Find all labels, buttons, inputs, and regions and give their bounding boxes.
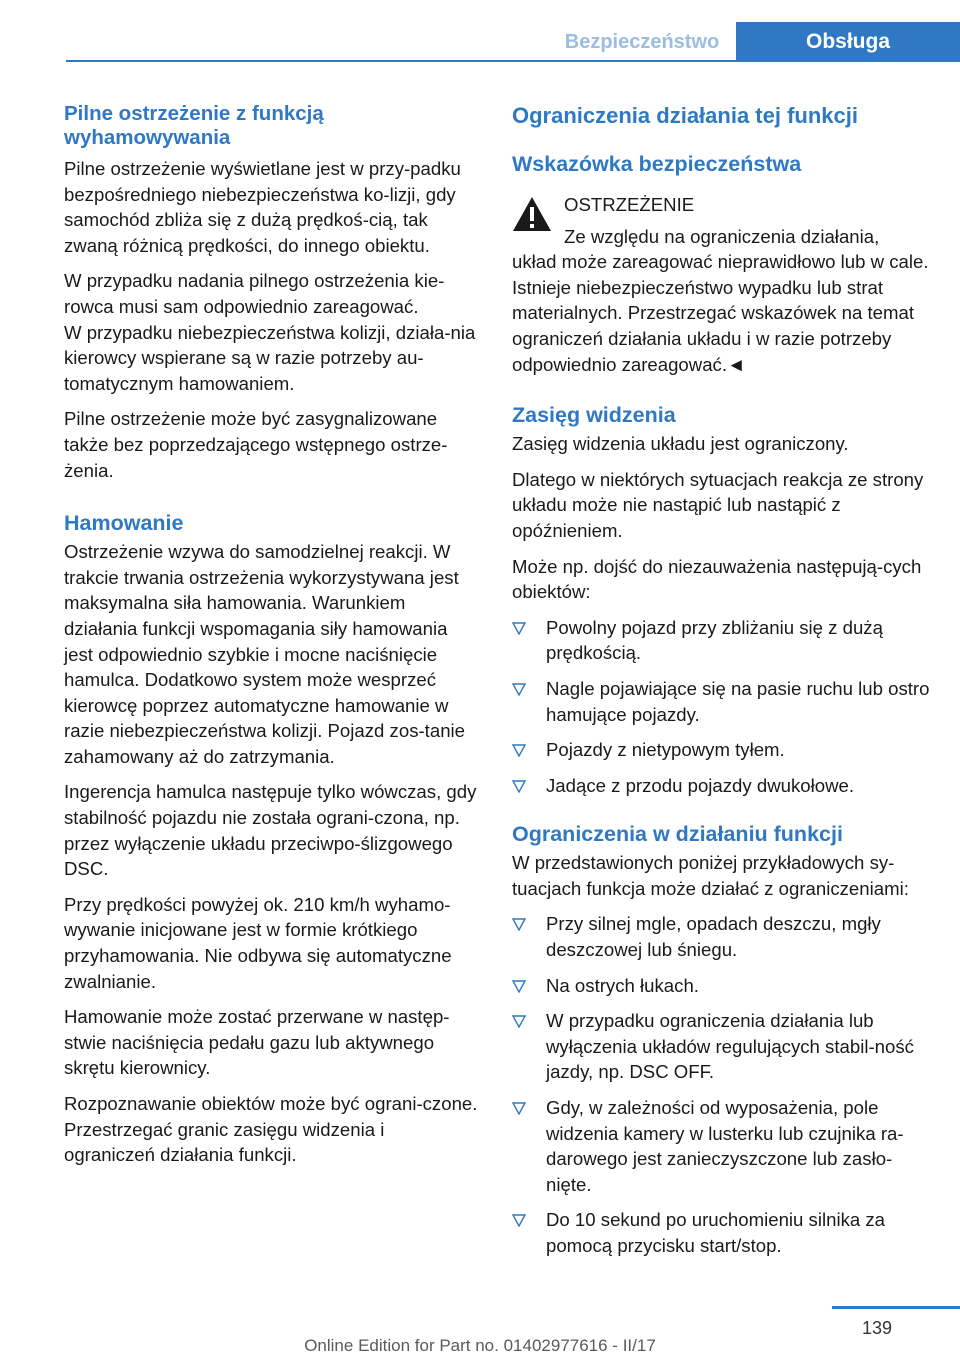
bullet-triangle-icon — [512, 683, 526, 696]
list-item: Gdy, w zależności od wyposażenia, pole widzenia kamery w lusterku lub czujnika ra-darowego jest zanieczyszczone lub zasło-nięte. — [512, 1095, 932, 1197]
bullet-triangle-icon — [512, 980, 526, 993]
bullet-triangle-icon — [512, 622, 526, 635]
left-column — [64, 100, 480, 1168]
paragraph: Hamowanie może zostać przerwane w następ-stwie naciśnięcia pedału gazu lub aktywnego skrętu kierownicy. — [64, 1006, 450, 1079]
paragraph: W przedstawionych poniżej przykładowych sy-tuacjach funkcja może działać z ograniczeniami: — [512, 852, 909, 899]
section-heading-pilne: Pilne ostrzeżenie z funkcją wyhamowywania — [64, 102, 324, 149]
paragraph: Rozpoznawanie obiektów może być ograni-czone. Przestrzegać granic zasięgu widzenia i ograniczeń działania funkcji. — [64, 1093, 478, 1166]
section-heading-hamowanie: Hamowanie — [64, 511, 184, 536]
bullet-triangle-icon — [512, 1214, 526, 1227]
list-item: Do 10 sekund po uruchomieniu silnika za pomocą przycisku start/stop. — [512, 1207, 932, 1258]
paragraph: Przy prędkości powyżej ok. 210 km/h wyhamo-wywanie inicjowane jest w formie krótkiego przyhamowania. Nie odbywa się automatyczne zwalnianie. — [64, 893, 452, 992]
warning-triangle-icon — [512, 196, 552, 232]
list-item: Pojazdy z nietypowym tyłem. — [512, 737, 932, 763]
bullet-triangle-icon — [512, 918, 526, 931]
paragraph: Pilne ostrzeżenie wyświetlane jest w przy-padku bezpośredniego niebezpieczeństwa ko-lizji, gdy samochód zbliża się z dużą prędkoś-cią, tak zwaną różnicą prędkości, do innego obiektu. — [64, 158, 461, 256]
warning-label: OSTRZEŻENIE — [564, 194, 695, 215]
paragraph: Zasięg widzenia układu jest ograniczony. — [512, 433, 849, 455]
paragraph: Ingerencja hamulca następuje tylko wówczas, gdy stabilność pojazdu nie została ograni-czona, np. przez wyłączenie układu przeciwpo-ślizgowego DSC. — [64, 781, 477, 880]
paragraph: Pilne ostrzeżenie może być zasygnalizowane także bez poprzedzającego wstępnego ostrze-żenia. — [64, 408, 448, 481]
tab-obsluga[interactable]: Obsługa — [736, 22, 960, 62]
list-item: Przy silnej mgle, opadach deszczu, mgły deszczowej lub śniegu. — [512, 911, 932, 962]
bullet-triangle-icon — [512, 744, 526, 757]
range-list — [512, 615, 932, 799]
paragraph: W przypadku nadania pilnego ostrzeżenia kie-rowca musi sam odpowiednio zareagować. — [64, 270, 445, 317]
list-item: W przypadku ograniczenia działania lub wyłączenia układów regulujących stabil-ność jazdy, np. DSC OFF. — [512, 1008, 932, 1085]
section-heading-zasieg: Zasięg widzenia — [512, 403, 676, 428]
section-heading-ograniczenia-dzialania: Ograniczenia w działaniu funkcji — [512, 822, 843, 847]
tab-bezpieczenstwo[interactable]: Bezpieczeństwo — [564, 31, 720, 53]
warning-text: Ze względu na ograniczenia działania, — [564, 225, 880, 247]
bullet-triangle-icon — [512, 1015, 526, 1028]
bullet-triangle-icon — [512, 1102, 526, 1115]
page-number: 139 — [862, 1318, 893, 1338]
list-item: Powolny pojazd przy zbliżaniu się z dużą prędkością. — [512, 615, 932, 666]
paragraph: Dlatego w niektórych sytuacjach reakcja ze strony układu może nie nastąpić lub nastąpić z opóźnieniem. — [512, 468, 924, 541]
list-item: Na ostrych łukach. — [512, 973, 932, 999]
edition-note: Online Edition for Part no. 01402977616 - II/17 — [304, 1336, 656, 1355]
right-column — [512, 100, 932, 1259]
section-heading-ograniczenia: Ograniczenia działania tej funkcji — [512, 103, 858, 128]
limits-list — [512, 911, 932, 1258]
paragraph: Ostrzeżenie wzywa do samodzielnej reakcji. W trakcie trwania ostrzeżenia wykorzystywana jest maksymalna siła hamowania. Warunkiem działania funkcji wspomagania siły hamowania jest odpowiednio szybkie i mocne naciśnięcie hamulca. Dodatkowo system może wesprzeć kierowcę poprzez automatyczne hamowanie w razie niebezpieczeństwa kolizji. Pojazd zos-tanie zahamowany aż do zatrzymania. — [64, 541, 466, 767]
warning-box — [512, 192, 932, 377]
list-item: Jadące z przodu pojazdy dwukołowe. — [512, 773, 932, 799]
paragraph: Może np. dojść do niezauważenia następują-cych obiektów: — [512, 555, 922, 603]
warning-text-continued: układ może zareagować nieprawidłowo lub w cale. Istnieje niebezpieczeństwo wypadku lub strat materialnych. Przestrzegać wskazówek na temat ograniczeń działania układu i w razie potrzeby odpowiednio zareagować.◄ — [512, 251, 929, 375]
bullet-triangle-icon — [512, 780, 526, 793]
section-heading-wskazowka: Wskazówka bezpieczeństwa — [512, 152, 802, 176]
footer-rule — [832, 1306, 960, 1309]
paragraph: W przypadku niebezpieczeństwa kolizji, działa-nia kierowcy wspierane są w razie potrzeby au-tomatycznym hamowaniem. — [64, 321, 476, 394]
list-item: Nagle pojawiające się na pasie ruchu lub ostro hamujące pojazdy. — [512, 676, 932, 727]
header-rule — [66, 60, 960, 62]
